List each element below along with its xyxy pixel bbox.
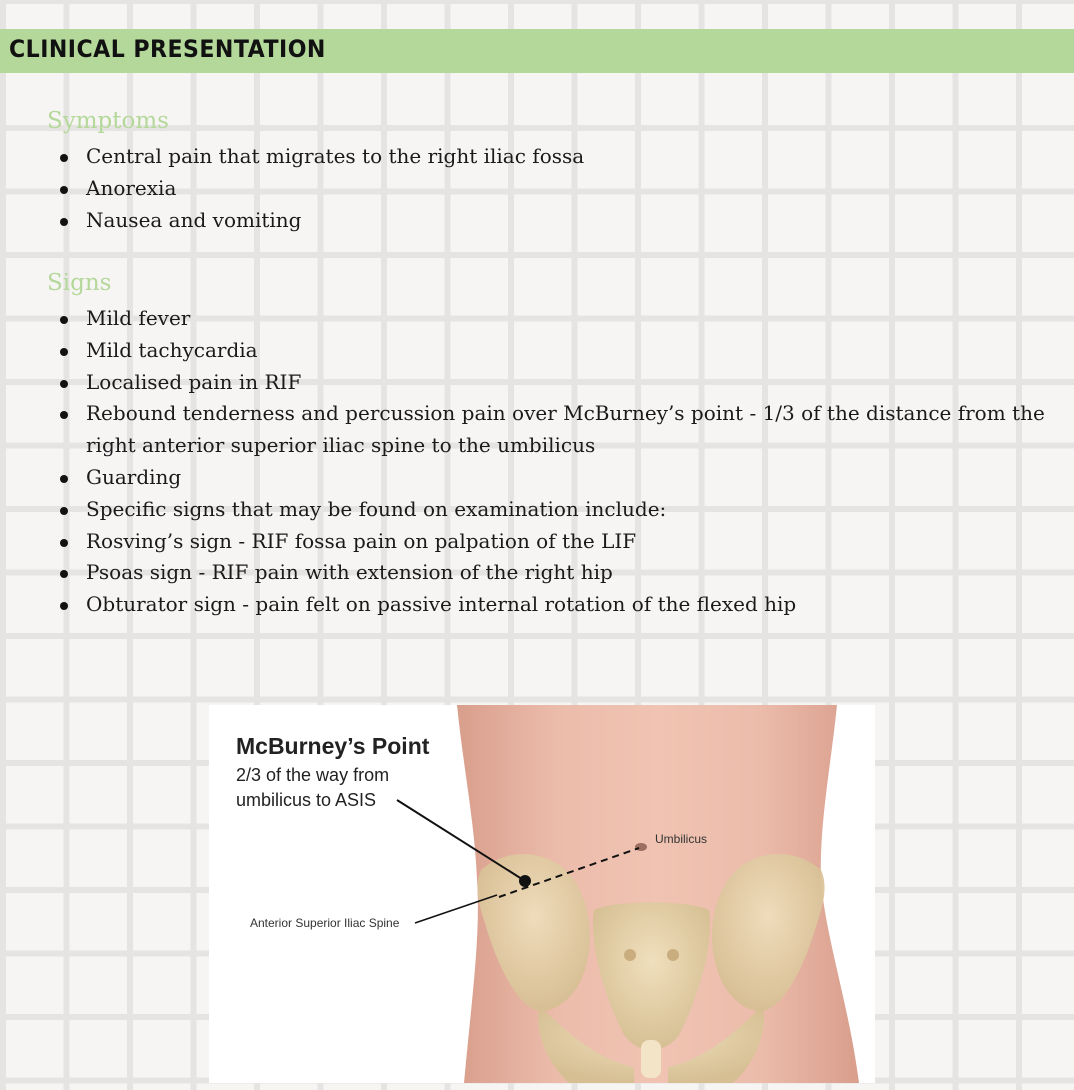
- list-item: Specific signs that may be found on examination include:: [60, 494, 1050, 526]
- list-item: Rosving’s sign - RIF fossa pain on palpation of the LIF: [60, 526, 1050, 558]
- figure-subtitle: 2/3 of the way from umbilicus to ASIS: [236, 765, 390, 810]
- list-item: Rebound tenderness and percussion pain over McBurney’s point - 1/3 of the distance from the right anterior superior iliac spine to the umbilicus: [60, 398, 1050, 462]
- list-item: Mild tachycardia: [60, 335, 1050, 367]
- symptoms-heading: Symptoms: [47, 108, 169, 134]
- list-item: Mild fever: [60, 303, 1050, 335]
- umbilicus-label: Umbilicus: [655, 832, 708, 846]
- section-banner: [0, 29, 1074, 73]
- symptoms-list: [60, 141, 1050, 236]
- asis-label: Anterior Superior Iliac Spine: [250, 916, 400, 930]
- mcburney-point-marker: [519, 875, 531, 887]
- list-item: Nausea and vomiting: [60, 205, 1050, 237]
- list-item: Psoas sign - RIF pain with extension of the right hip: [60, 557, 1050, 589]
- anatomy-illustration: [209, 705, 875, 1083]
- list-item: Guarding: [60, 462, 1050, 494]
- pubic-symphysis: [641, 1040, 661, 1078]
- figure-title: McBurney’s Point: [236, 733, 430, 759]
- signs-heading: Signs: [47, 270, 112, 296]
- mcburney-figure: [209, 705, 875, 1083]
- list-item: Anorexia: [60, 173, 1050, 205]
- list-item: Localised pain in RIF: [60, 367, 1050, 399]
- signs-list: [60, 303, 1050, 621]
- list-item: Obturator sign - pain felt on passive internal rotation of the flexed hip: [60, 589, 1050, 621]
- list-item: Central pain that migrates to the right iliac fossa: [60, 141, 1050, 173]
- section-title: CLINICAL PRESENTATION: [9, 35, 326, 63]
